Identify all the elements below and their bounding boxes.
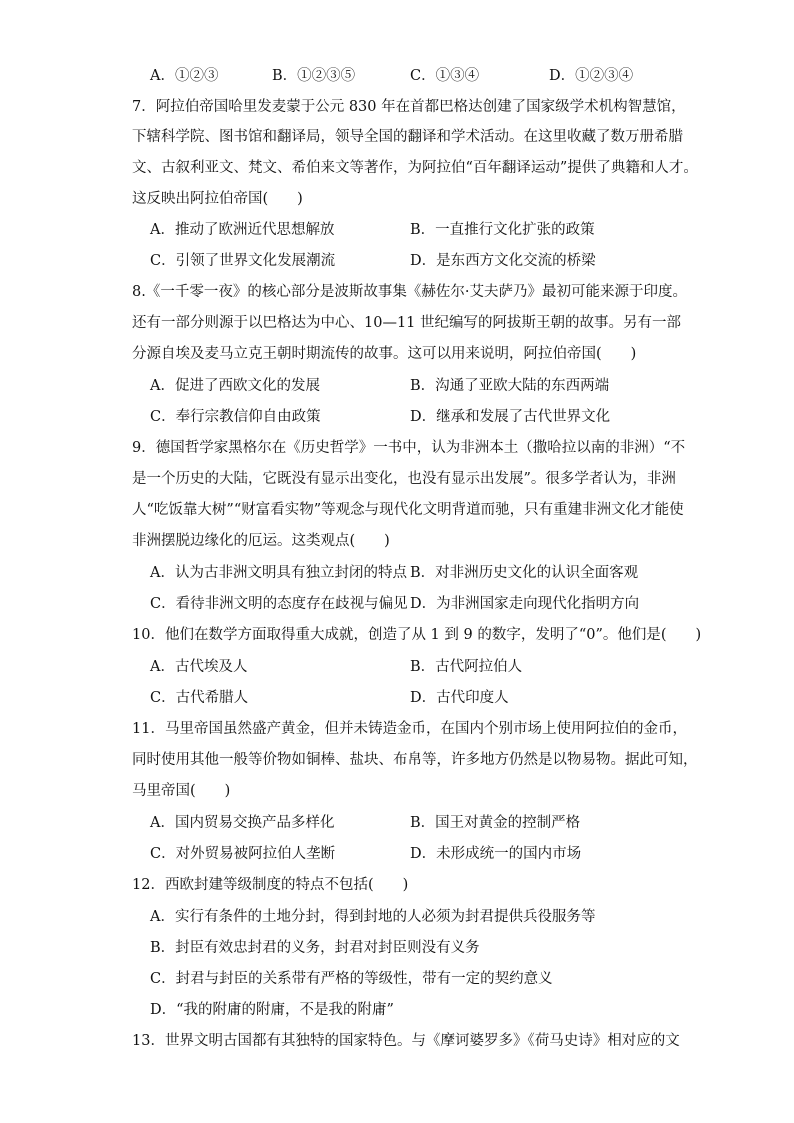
q9-option-b: B．对非洲历史文化的认识全面客观 [410,565,639,581]
q9-stem-line: 9．德国哲学家黑格尔在《历史哲学》一书中，认为非洲本土（撒哈拉以南的非洲）“不 [132,440,686,456]
q12-option-a: A．实行有条件的土地分封，得到封地的人必须为封君提供兵役服务等 [150,909,596,925]
q10-stem-line: 10．他们在数学方面取得重大成就，创造了从 1 到 9 的数字，发明了“0”。他们是( ) [132,627,702,643]
q10-option-d: D．古代印度人 [410,690,509,706]
q12-option-b: B．封臣有效忠封君的义务，封君对封臣则没有义务 [150,940,480,956]
q6-option-a: A．①②③ [150,68,219,84]
q7-stem-line: 下辖科学院、图书馆和翻译局，领导全国的翻译和学术活动。在这里收藏了数万册希腊 [132,129,683,145]
q6-option-b: B．①②③⑤ [272,68,356,84]
q12-option-c: C．封君与封臣的关系带有严格的等级性，带有一定的契约意义 [150,971,553,987]
q9-stem-line: 非洲摆脱边缘化的厄运。这类观点( ) [132,533,390,549]
q8-stem-line: 分源自埃及麦马立克王朝时期流传的故事。这可以用来说明，阿拉伯帝国( ) [132,346,637,362]
q7-stem-line: 这反映出阿拉伯帝国( ) [132,191,303,207]
q11-option-b: B．国王对黄金的控制严格 [410,815,581,831]
q9-option-d: D．为非洲国家走向现代化指明方向 [410,596,640,612]
q8-option-d: D．继承和发展了古代世界文化 [410,409,611,425]
q11-stem-line: 马里帝国( ) [132,783,231,799]
q7-stem-line: 7．阿拉伯帝国哈里发麦蒙于公元 830 年在首都巴格达创建了国家级学术机构智慧馆， [132,99,686,115]
q11-stem-line: 11．马里帝国虽然盛产黄金，但并未铸造金币，在国内个别市场上使用阿拉伯的金币， [132,721,687,737]
q9-option-c: C．看待非洲文明的态度存在歧视与偏见 [150,596,408,612]
q11-option-d: D．未形成统一的国内市场 [410,846,582,862]
q13-stem-line: 13．世界文明古国都有其独特的国家特色。与《摩诃婆罗多》《荷马史诗》相对应的文 [132,1033,680,1049]
q6-option-c: C．①③④ [410,68,480,84]
q7-stem-line: 文、古叙利亚文、梵文、希伯来文等著作，为阿拉伯“百年翻译运动”提供了典籍和人才。 [132,160,698,176]
q7-option-b: B．一直推行文化扩张的政策 [410,222,595,238]
q7-option-d: D．是东西方文化交流的桥梁 [410,253,596,269]
q10-option-c: C．古代希腊人 [150,690,249,706]
q9-stem-line: 是一个历史的大陆，它既没有显示出变化，也没有显示出发展”。很多学者认为，非洲 [132,471,676,487]
q6-option-d: D．①②③④ [549,68,634,84]
q9-stem-line: 人“吃饭靠大树”“财富看实物”等观念与现代化文明背道而驰，只有重建非洲文化才能使 [132,502,684,518]
q12-option-d: D．“我的附庸的附庸，不是我的附庸” [150,1002,394,1018]
q8-option-b: B．沟通了亚欧大陆的东西两端 [410,378,610,394]
q7-option-c: C．引领了世界文化发展潮流 [150,253,336,269]
q11-option-a: A．国内贸易交换产品多样化 [150,815,335,831]
q8-option-a: A．促进了西欧文化的发展 [150,378,320,394]
q7-option-a: A．推动了欧洲近代思想解放 [150,222,335,238]
q11-option-c: C．对外贸易被阿拉伯人垄断 [150,846,336,862]
q11-stem-line: 同时使用其他一般等价物如铜棒、盐块、布帛等，许多地方仍然是以物易物。据此可知， [132,752,698,768]
q8-stem-line: 还有一部分则源于以巴格达为中心、10—11 世纪编写的阿拔斯王朝的故事。另有一部 [132,315,682,331]
q12-stem-line: 12．西欧封建等级制度的特点不包括( ) [132,877,409,893]
q8-option-c: C．奉行宗教信仰自由政策 [150,409,321,425]
q8-stem-line: 8.《一千零一夜》的核心部分是波斯故事集《赫佐尔·艾夫萨乃》最初可能来源于印度。 [132,284,687,300]
q9-option-a: A．认为古非洲文明具有独立封闭的特点 [150,565,407,581]
q10-option-a: A．古代埃及人 [150,659,248,675]
q10-option-b: B．古代阿拉伯人 [410,659,523,675]
